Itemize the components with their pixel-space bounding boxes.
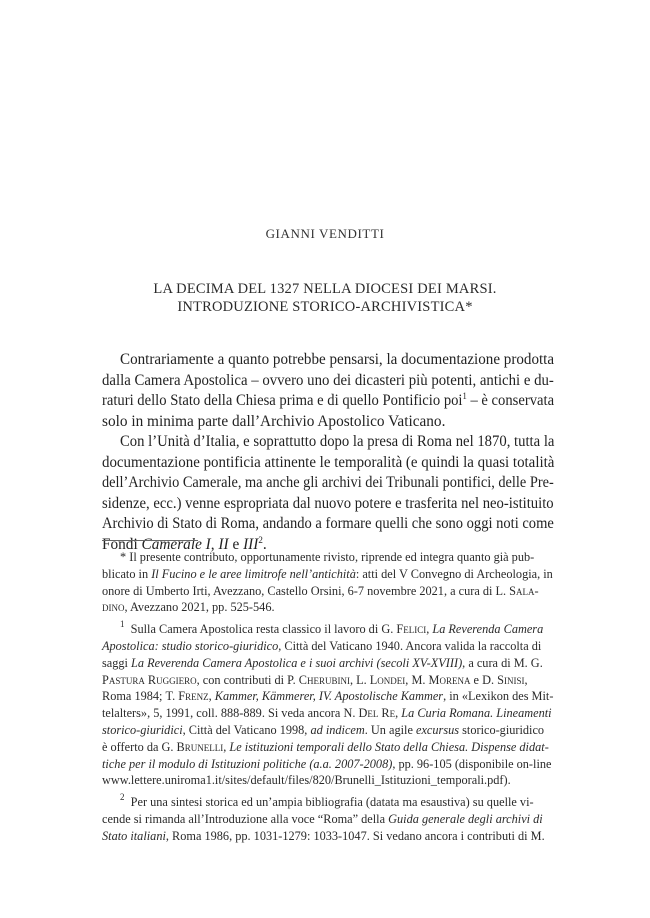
footnote-star-line: onore di Umberto Irti, Avezzano, Castello Orsini, 6-7 novembre 2021, a cura di L. Sala- (102, 583, 539, 598)
body-line: Contrariamente a quanto potrebbe pensarsi, la documentazione prodotta (120, 351, 555, 368)
body-line: Fondi Camerale I, II e III$^2$. (102, 534, 267, 553)
footnotes (102, 549, 554, 845)
footnote-ref-2[interactable]: 2 (258, 534, 263, 545)
footnote-1-line: Pastura Ruggiero, con contributi di P. Cherubini, L. Londei, M. Morena e D. Sinisi, (102, 672, 528, 687)
article-title (0, 280, 650, 316)
body-line: Archivio di Stato di Roma, andando a formare quelli che sono oggi noti come (102, 515, 554, 532)
body-text (102, 350, 554, 555)
footnote-1-url[interactable]: www.lettere.uniroma1.it/sites/default/files/820/Brunelli_Istituzioni_temporali.pdf). (102, 773, 511, 788)
footnote-1-line: $^1$ Sulla Camera Apostolica resta classico il lavoro di G. Felici, La Reverenda Camera (120, 619, 544, 637)
title-line-1: LA DECIMA DEL 1327 NELLA DIOCESI DEI MARSI. (153, 281, 497, 297)
footnote-1-line: Apostolica: studio storico-giuridico, Città del Vaticano 1940. Ancora valida la raccolta di (102, 638, 542, 653)
footnote-1-line: storico-giuridici, Città del Vaticano 1998, ad indicem. Un agile excursus storico-giuridico (102, 722, 545, 737)
body-line: dell’Archivio Camerale, ma anche gli archivi dei Tribunali pontifici, delle Pre- (102, 474, 554, 491)
author-name: GIANNI VENDITTI (265, 226, 385, 241)
title-line-2: INTRODUZIONE STORICO-ARCHIVISTICA* (177, 299, 473, 315)
footnote-2-line: cende si rimanda all’Introduzione alla voce “Roma” della Guida generale degli archivi di (102, 811, 543, 826)
body-line: dalla Camera Apostolica – ovvero uno dei dicasteri più potenti, antichi e du- (102, 371, 554, 389)
footnote-star-line: blicato in Il Fucino e le aree limitrofe nell’antichità: atti del V Convegno di Archeologia, in (102, 566, 553, 581)
footnote-star-line: * Il presente contributo, opportunamente rivisto, riprende ed integra quanto già pub- (120, 550, 535, 564)
footnote-2-line: $^2$ Per una sintesi storica ed un’ampia bibliografia (datata ma esaustiva) su quelle vi- (120, 792, 534, 810)
footnote-1-line: è offerto da G. Brunelli, Le istituzioni temporali dello Stato della Chiesa. Dispense didat- (102, 739, 549, 754)
footnote-1-line: Roma 1984; T. Frenz, Kammer, Kämmerer, IV. Apostolische Kammer, in «Lexikon des Mit- (102, 689, 554, 704)
body-line: documentazione pontificia attinente le temporalità (e quindi la quasi totalità (102, 453, 555, 471)
body-line: sidenze, ecc.) venne espropriata dal nuovo potere e trasferita nel neo-istituito (102, 494, 554, 512)
footnote-1-url-line[interactable] (102, 772, 554, 789)
footnote-2-line: Stato italiani, Roma 1986, pp. 1031-1279: 1033-1047. Si vedano ancora i contributi di M. (102, 828, 545, 843)
footnote-1-line: tiche per il modulo di Istituzioni politiche (a.a. 2007-2008), pp. 96-105 (disponibile on-line (102, 756, 552, 771)
footnote-star-line: dino, Avezzano 2021, pp. 525-546. (102, 600, 275, 615)
footnote-ref-1[interactable]: 1 (462, 391, 467, 401)
body-line: raturi dello Stato della Chiesa prima e di quello Pontificio poi$^1$ – è conservata (102, 391, 555, 409)
footnote-separator (102, 540, 198, 541)
body-line: Con l’Unità d’Italia, e soprattutto dopo la presa di Roma nel 1870, tutta la (120, 433, 555, 450)
footnote-1-line: telalters», 5, 1991, coll. 888-889. Si veda ancora N. Del Re, La Curia Romana. Lineamenti (102, 706, 552, 721)
body-line: solo in minima parte dall’Archivio Apostolico Vaticano. (102, 412, 446, 430)
footnote-1-number: 1 (120, 619, 125, 630)
footnote-2-number: 2 (120, 792, 125, 803)
footnote-1-line: saggi La Reverenda Camera Apostolica e i suoi archivi (secoli XV-XVIII), a cura di M. G. (102, 655, 543, 670)
